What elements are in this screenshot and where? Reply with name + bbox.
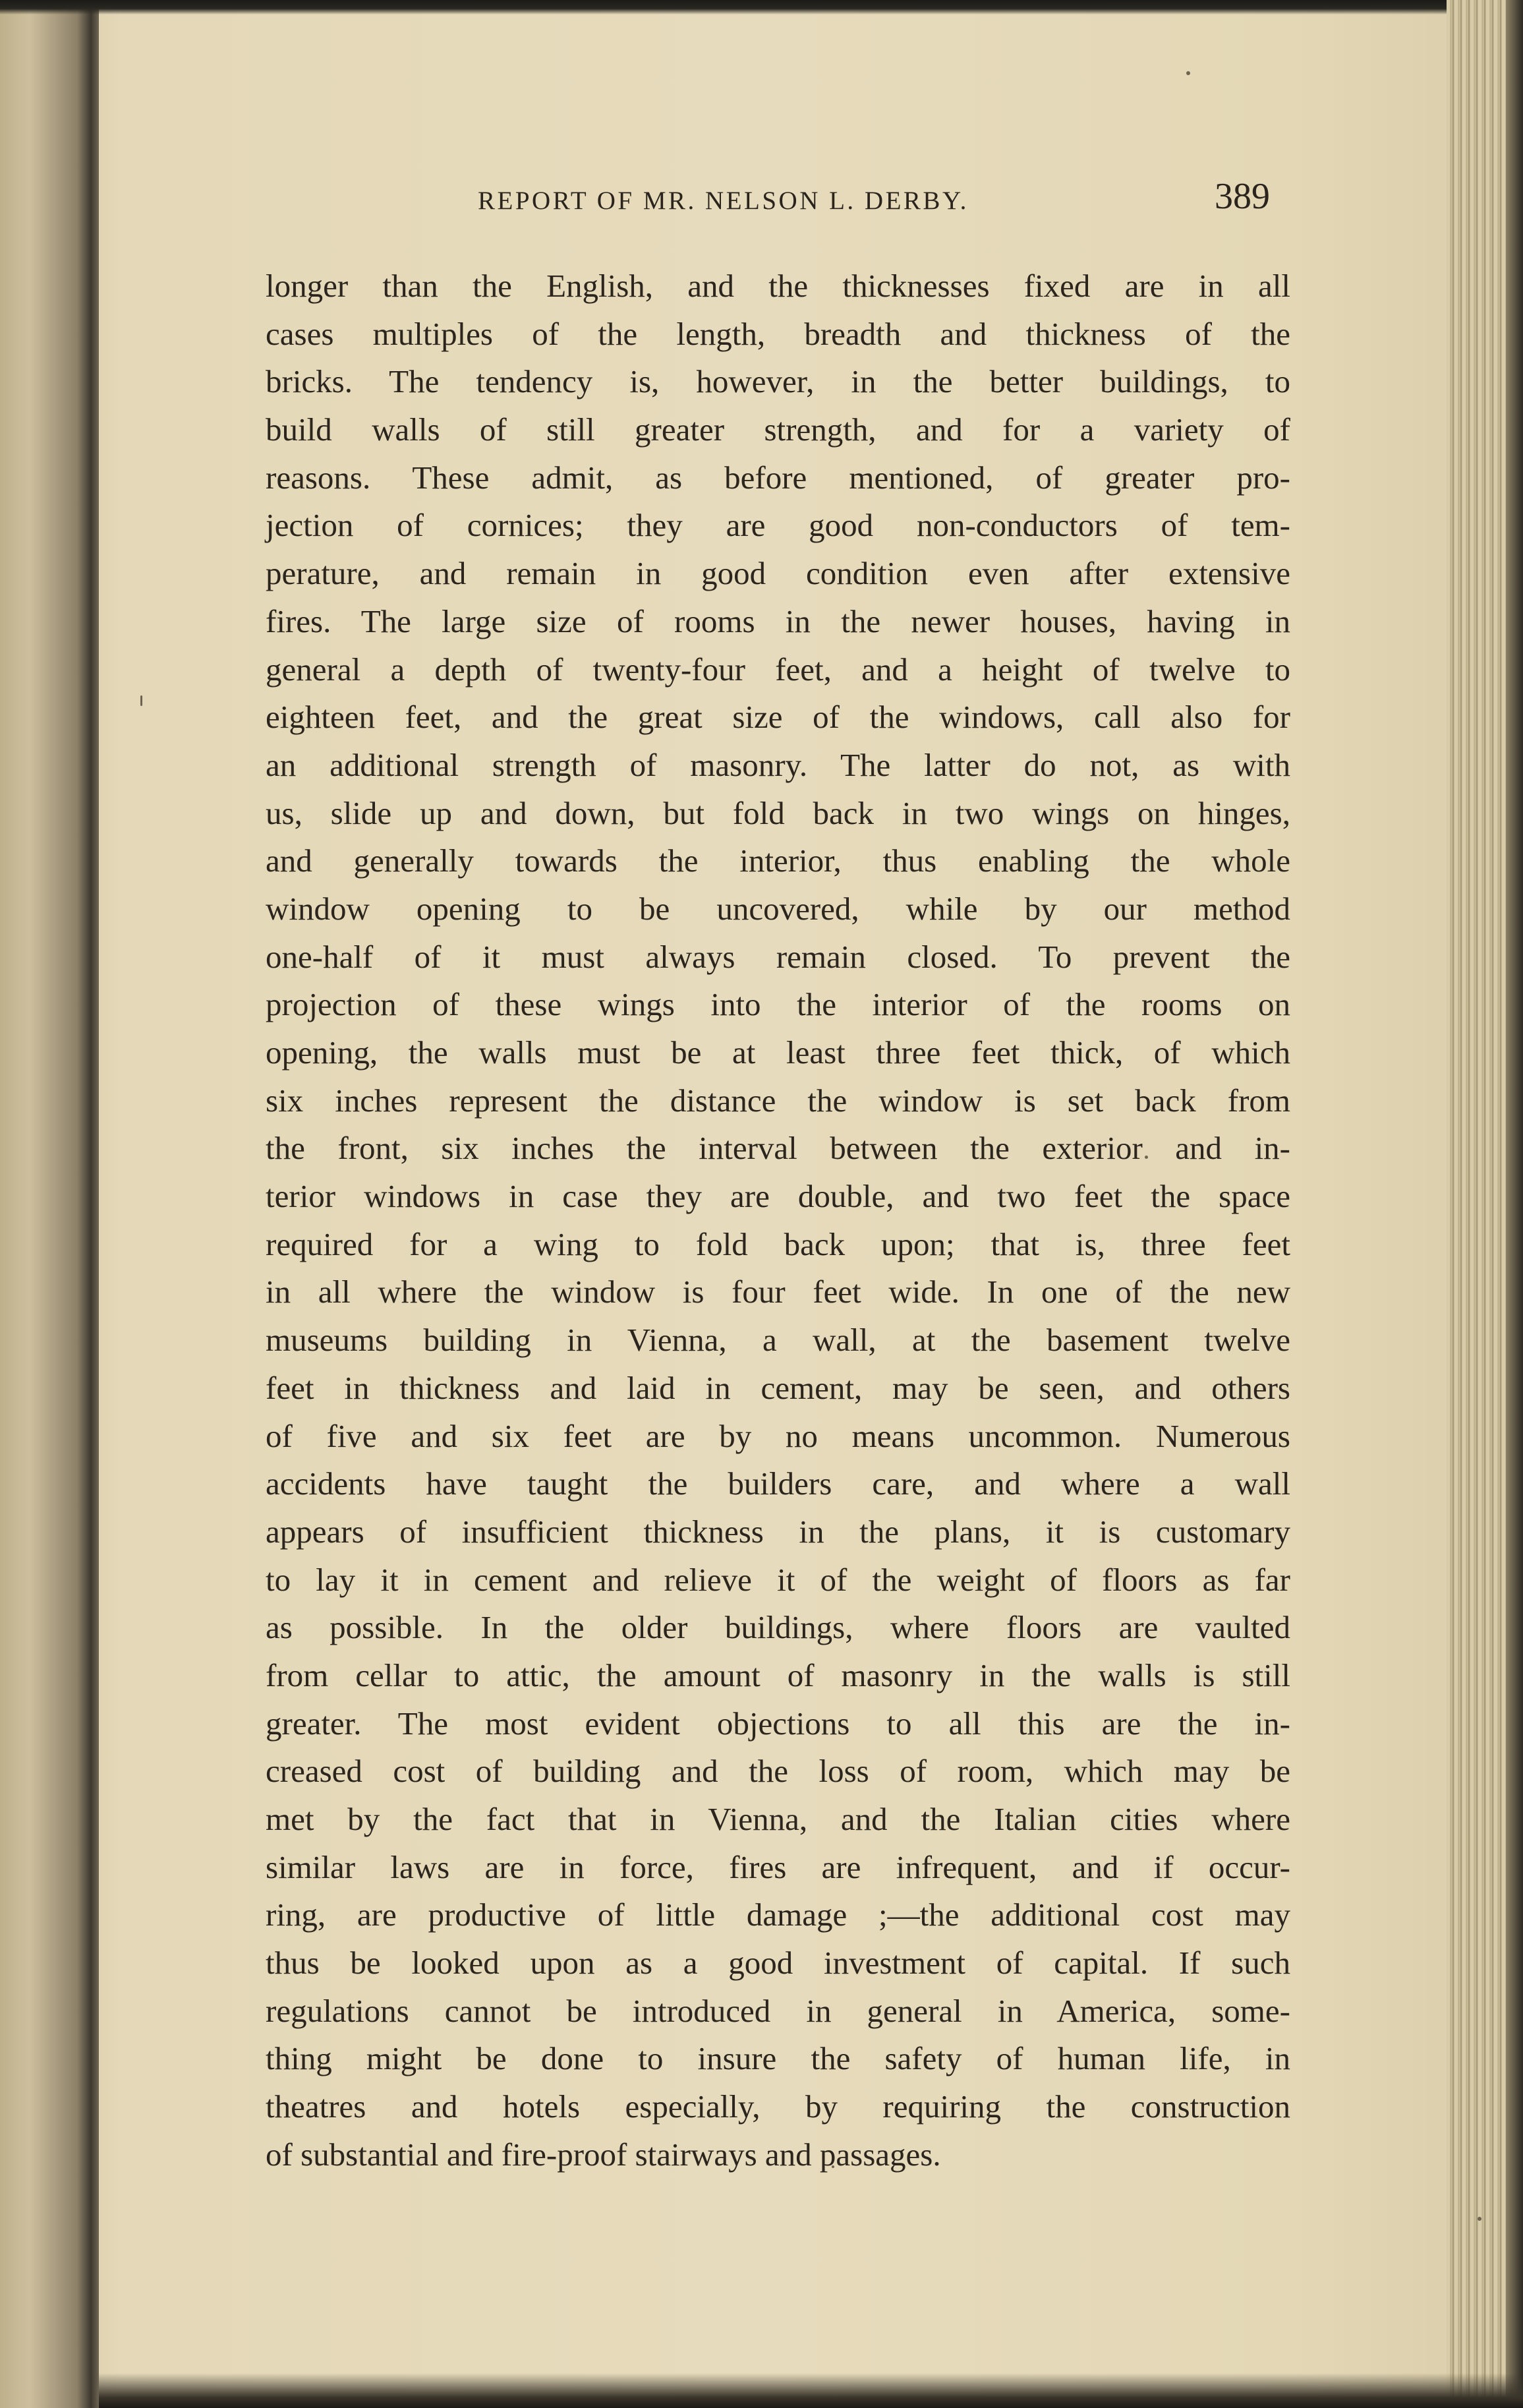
text-line: six inches represent the distance the window is set back from [266,1082,1290,1119]
text-line: an additional strength of masonry. The latter do not, as with [266,746,1290,783]
text-line: required for a wing to fold back upon; that is, three feet [266,1225,1290,1262]
text-line: projection of these wings into the interior of the rooms on [266,986,1290,1023]
text-line: jection of cornices; they are good non-conductors of tem- [266,507,1290,544]
text-line: to lay it in cement and relieve it of the weight of floors as far [266,1561,1290,1598]
text-line: from cellar to attic, the amount of masonry in the walls is still [266,1657,1290,1693]
text-line: opening, the walls must be at least three feet thick, of which [266,1034,1290,1071]
running-title: REPORT OF MR. NELSON L. DERBY. [478,187,969,215]
text-line: general a depth of twenty-four feet, and a height of twelve to [266,651,1290,688]
text-line: museums building in Vienna, a wall, at the basement twelve [266,1322,1290,1359]
page-edges-shadow [1506,0,1523,2408]
text-line: us, slide up and down, but fold back in two wings on hinges, [266,794,1290,831]
page-number: 389 [1215,176,1270,217]
text-line: met by the fact that in Vienna, and the Italian cities where [266,1801,1290,1837]
book-gutter [0,0,99,2408]
text-line: the front, six inches the interval between the exterior and in- [266,1130,1290,1167]
text-line: fires. The large size of rooms in the newer houses, having in [266,602,1290,639]
running-header [0,173,1523,225]
text-line: of five and six feet are by no means uncommon. Numerous [266,1417,1290,1454]
text-line: as possible. In the older buildings, where floors are vaulted [266,1609,1290,1646]
paper-speck [1478,2217,1481,2221]
text-line: cases multiples of the length, breadth and thickness of the [266,315,1290,352]
text-line: of substantial and fire-proof stairways and passages. [266,2136,941,2173]
text-line: theatres and hotels especially, by requiring the construction [266,2088,1290,2125]
text-line: similar laws are in force, fires are infrequent, and if occur- [266,1848,1290,1885]
body-paragraph [266,262,1290,2179]
text-line: appears of insufficient thickness in the plans, it is customary [266,1513,1290,1550]
text-line: perature, and remain in good condition even after extensive [266,555,1290,592]
paper-speck [1186,71,1190,75]
text-line: longer than the English, and the thicknesses fixed are in all [266,268,1290,304]
text-line: in all where the window is four feet wide. In one of the new [266,1274,1290,1310]
text-line: window opening to be uncovered, while by our method [266,890,1290,927]
text-line: accidents have taught the builders care, and where a wall [266,1465,1290,1502]
text-line: greater. The most evident objections to all this are the in- [266,1705,1290,1742]
text-line: thing might be done to insure the safety of human life, in [266,2040,1290,2077]
text-line: feet in thickness and laid in cement, may be seen, and others [266,1369,1290,1406]
text-line: bricks. The tendency is, however, in the better buildings, to [266,363,1290,400]
text-line: and generally towards the interior, thus enabling the whole [266,842,1290,879]
bottom-edge [99,2373,1523,2408]
text-line: thus be looked upon as a good investment of capital. If such [266,1945,1290,1982]
paper-speck [140,695,142,706]
top-edge [0,0,1523,15]
text-line: reasons. These admit, as before mentioned, of greater pro- [266,459,1290,496]
text-line: creased cost of building and the loss of room, which may be [266,1753,1290,1790]
text-line: build walls of still greater strength, and for a variety of [266,411,1290,448]
text-line: eighteen feet, and the great size of the windows, call also for [266,699,1290,736]
text-line: one-half of it must always remain closed. To prevent the [266,938,1290,975]
text-line: regulations cannot be introduced in general in America, some- [266,1992,1290,2029]
text-line: terior windows in case they are double, and two feet the space [266,1178,1290,1215]
text-line: ring, are productive of little damage ;—the additional cost may [266,1896,1290,1933]
